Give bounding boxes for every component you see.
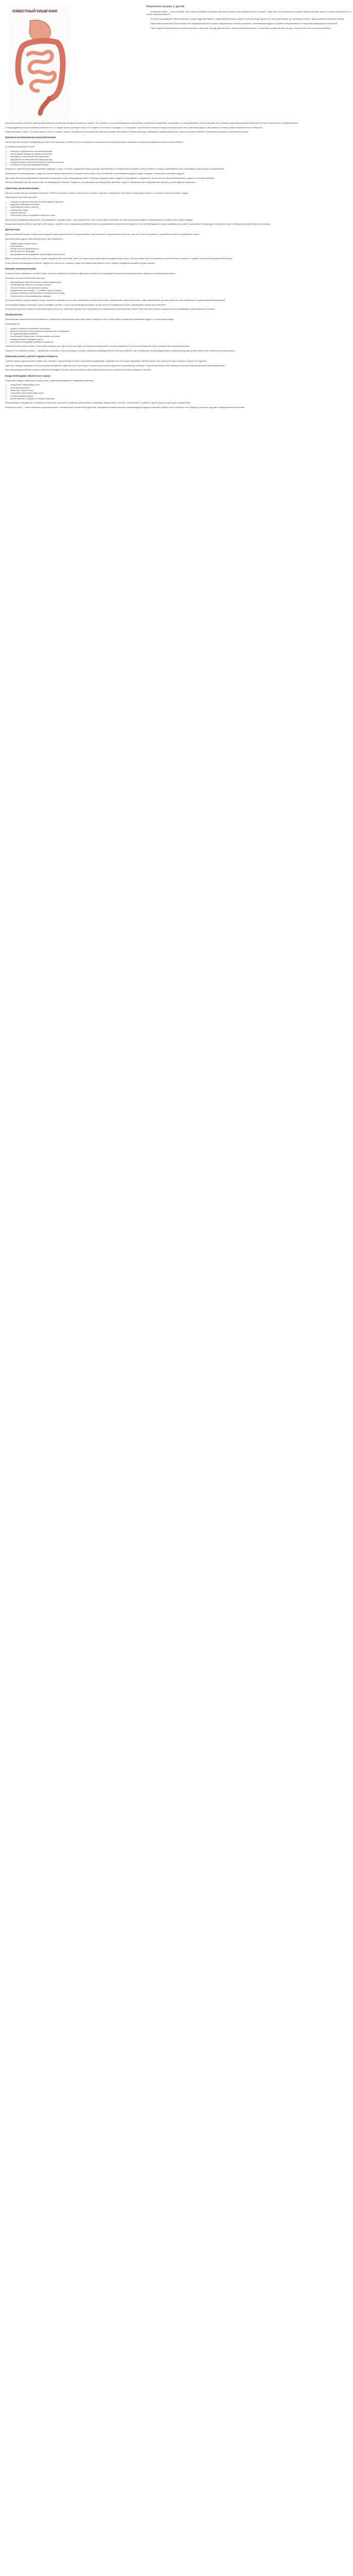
- bullet-item: • громкий, продолжительный плач без видимой причины;: [10, 200, 348, 203]
- bullet-item: • тёплая пелёнка, приложенная к животу;: [10, 286, 348, 289]
- bullet-item: • общий анализ крови и мочи;: [10, 242, 348, 245]
- bullet-item: • многократная рвота;: [10, 386, 348, 389]
- bullet-item: • облегчение после отхождения газов или стула.: [10, 214, 348, 216]
- bullet-item: • перекорм и слишком частые кормления;: [10, 155, 348, 158]
- body-paragraph: Приступ колики обычно начинается внезапно. Ребёнок начинает громко и пронзительно плакать, краснеет, напрягается. Плач может продолжаться долго, и успокоить малыша бывает трудно.: [5, 191, 189, 194]
- article-body: [5, 122, 348, 410]
- body-paragraph: Питание кормящей матери также влияет на пищеварение малыша. Продукты, усиливающие газообразование (бобовые, капуста, свежая выпечка, газированные напитки), рекомендуется ограничить.: [5, 181, 197, 184]
- body-paragraph: Своевременное обращение к специалисту позволяет исключить серьёзные заболевания и подобрать эффективное лечение. Самолечение, особенно у детей первого года жизни, недопустимо.: [5, 401, 191, 404]
- body-paragraph: Родителям важно знать, что колика сама по себе не опасна, однако частый плач и беспокойство ребёнка утомляют всю семью. Правильный уход, соблюдение режима кормления и простые приёмы помогают значительно уменьшить проявления колики.: [5, 130, 249, 133]
- body-paragraph: Для исключения других заболеваний могут быть назначены:: [5, 237, 63, 240]
- bullet-item: • анализ кала на дисбактериоз;: [10, 247, 348, 250]
- body-paragraph: Родителям следует обратиться к врачу, если у ребёнка наблюдаются следующие симптомы:: [5, 379, 94, 382]
- body-paragraph: Точная причина колики у младенцев до конца не установлена. Считается, что она связана с сочетанием нескольких факторов, влияющих на работу пищеварительной системы ребёнка.: [5, 141, 183, 144]
- body-paragraph: Если причиной колики является лактазная недостаточность, назначают ферментные препараты или специальные низколактозные смеси. При аллергии на белок коровьего молока подбирают гипоаллергенное питание.: [5, 308, 216, 311]
- intro-paragraph: Причинами колики могут быть незрелость пищеварительной системы, неправильная техника кормления, заглатывание воздуха, пищевая непереносимость и нарушения микрофлоры кишечника.: [150, 22, 338, 25]
- article-section: [5, 122, 348, 133]
- bullet-item: • выкладывание ребёнка на живот перед кормлением;: [10, 281, 348, 283]
- page-title: Кишечная колика у детей: [146, 5, 184, 8]
- article-section: [5, 267, 348, 297]
- bullet-item: • ультразвуковое исследование органов брюшной полости.: [10, 253, 348, 256]
- body-paragraph: Диагноз кишечной колики ставится на основании характерных жалоб и осмотра ребёнка. Врач выясняет, когда начались приступы, как часто они повторяются, как ребёнок питается и прибавляет в весе.: [5, 233, 200, 236]
- article-section: [5, 375, 348, 400]
- article-section: [5, 355, 348, 371]
- bullet-item: • использовать бутылочки с антиколиковой системой;: [10, 335, 348, 337]
- body-paragraph: Для колики у младенцев характерно так называемое «правило трёх»: плач длится более трёх часов в день, возникает не реже трёх дней в неделю и продолжается не менее трёх недель подряд.: [5, 218, 193, 221]
- bullet-item: • резкая вялость и бледность кожных покровов.: [10, 397, 348, 400]
- body-paragraph: При повторяющихся болях в животе ребёнка необходимо показать гастроэнтерологу для выявления причины и назначения соответствующего лечения.: [5, 368, 152, 371]
- bullet-item: • упражнение «велосипед» — сгибание ножек к животу;: [10, 289, 348, 292]
- bullet-item: • покраснение лица;: [10, 209, 348, 211]
- body-paragraph: Профилактика кишечной колики начинается с правильной организации кормления. Важно следить за тем, чтобы ребёнок правильно захватывал грудь и не заглатывал воздух.: [5, 318, 174, 321]
- bullet-item: • особенности питания кормящей матери.: [10, 163, 348, 166]
- body-paragraph: При искусственном вскармливании причиной колики может стать неподходящая смесь. Переход на другую смесь следует согласовывать с педиатром, так как частая смена питания может ухудшить состояние ребёнка.: [5, 176, 215, 179]
- article-section: [5, 136, 348, 166]
- bullet-list: [5, 281, 348, 297]
- body-paragraph: Между приступами ребёнок чувствует себя хорошо, активно сосёт, нормально прибавляет в весе и развивается соответственно возрасту. Если же наблюдаются плохая прибавка веса, рвота, повышение температуры или кровь в стуле, необходимо срочно обратиться к врачу.: [5, 223, 271, 226]
- article-section: [5, 257, 348, 264]
- bullet-item: • нарушение состава кишечной микрофлоры;: [10, 158, 348, 161]
- body-paragraph: Если приступ сопровождается рвотой, бледностью, вялостью, отказом от еды или появлением крови в стуле, следует немедленно вызвать скорую помощь.: [5, 261, 156, 264]
- article-section: [5, 187, 348, 217]
- article-section: [5, 228, 348, 256]
- section-heading: Симптомы кишечной колики: [5, 187, 39, 190]
- article-section: [5, 313, 348, 343]
- bullet-list: [5, 242, 348, 256]
- section-heading: Лечение кишечной колики: [5, 267, 36, 270]
- body-paragraph: Из лекарственных средств педиатр может назначить препараты на основе симетикона, которые уменьшают образование газов в кишечнике. Также применяются детские укропные чаи и пробиотики, нормализующие микрофлору.: [5, 298, 226, 301]
- bullet-item: • кровь или слизь в стуле;: [10, 389, 348, 392]
- bullet-list: [5, 150, 348, 166]
- bullet-item: • ношение ребёнка в вертикальном положении после еды;: [10, 292, 348, 294]
- body-paragraph: Незрелость нервной регуляции кишечника приводит к тому, что волна сокращений мышц проходит неравномерно. В результате возникают участки спазма, в которых скапливаются газы, растягивая стенку кишки и вызывая боль.: [5, 167, 225, 171]
- article-section: [5, 218, 348, 226]
- body-paragraph: Газоотводную трубку используют только в крайних случаях и строго по рекомендации врача, так как частое её применение может травмировать слизистую кишечника.: [5, 303, 166, 306]
- bullet-item: • непереносимость лактозы или белка коровьего молока;: [10, 161, 348, 163]
- bullet-item: • незрелость ферментных систем кишечника;: [10, 150, 348, 152]
- body-paragraph: Рекомендуется:: [5, 323, 21, 325]
- body-paragraph: Кишечная колика относится к функциональным расстройствам желудочно-кишечного тракта. Это означает, что при обследовании органических изменений в кишечнике, как правило, не обнаруживается. Боль возникает из-за спазма гладкой мускулатуры кишечной стенки и повышенного газообразования.: [5, 122, 298, 124]
- section-heading: Когда необходимо обратиться к врачу: [5, 374, 51, 377]
- intro-block: [146, 10, 351, 31]
- section-heading: Кишечная колика у детей старшего возраста: [5, 355, 58, 358]
- bullet-item: • плохая прибавка в весе;: [10, 395, 348, 397]
- body-paragraph: Характерные признаки приступа:: [5, 196, 37, 199]
- illustration-label: ИЗВЕСТНЫЙ КИШЕЧНИК: [12, 10, 58, 13]
- bullet-item: • кормящей маме соблюдать диету;: [10, 338, 348, 341]
- bullet-list: [5, 383, 348, 400]
- intestine-illustration: [9, 5, 70, 117]
- article-section: [5, 345, 348, 352]
- bullet-item: • повышение температуры тела;: [10, 383, 348, 386]
- body-paragraph: Кишечная колика — частое явление в детском возрасте. Внимательное отношение родителей, соблюдение режима питания и рекомендаций педиатра помогают ребёнку легче пережить этот период и сохранить здоровье пищеварительной системы.: [5, 405, 245, 409]
- article-section: [5, 401, 348, 409]
- body-paragraph: Важно отличать кишечную колику от острых хирургических состояний, таких как инвагинация кишечника или ущемлённая грыжа. Эти состояния также проявляются сильной болью и плачем, но требуют экстренной медицинской помощи.: [5, 257, 233, 260]
- bullet-item: • лёгкий массаж живота по часовой стрелке;: [10, 283, 348, 286]
- bullet-item: • вздутый и напряжённый живот;: [10, 203, 348, 206]
- bullet-item: • регулярно выкладывать ребёнка на животик.: [10, 341, 348, 343]
- body-paragraph: К основным причинам относят:: [5, 145, 35, 148]
- body-paragraph: Приступы нередко возникают после употребления жирной, жареной или острой пищи, большого количества сладостей и газированных напитков. Также колика может быть вызвана стрессом и эмоциональным перенапряжением.: [5, 364, 225, 367]
- body-paragraph: Лечение колики направлено на облегчение состояния ребёнка и устранение факторов, которые её провоцируют. Большинство методов можно применять в домашних условиях.: [5, 272, 176, 275]
- body-paragraph: У новорождённых колики появляются обычно на 2–3 неделе жизни, достигают пика к 6–8 неделе и постепенно проходят к 3–4 месяцам. У детей более старшего возраста колика может быть симптомом других заболеваний, поэтому требует внимательного отношения.: [5, 126, 263, 129]
- bullet-item: • кормить ребёнка в спокойной обстановке;: [10, 327, 348, 330]
- intro-paragraph: Кишечная колика — это состояние, при котором у ребёнка возникают приступы резкой схваткообразной боли в животе. Чаще всего она проявляется у детей первых месяцев жизни, но может встречаться и в более старшем возрасте.: [146, 10, 351, 16]
- bullet-item: • отсутствие стула более двух суток;: [10, 392, 348, 394]
- section-heading: Диагностика: [5, 228, 20, 231]
- bullet-list: [5, 200, 348, 217]
- section-heading: Причины возникновения кишечной колики: [5, 136, 56, 139]
- bullet-item: • тёплая ванна с успокаивающими травами.: [10, 295, 348, 297]
- section-heading: Профилактика: [5, 313, 23, 316]
- bullet-item: • заглатывание воздуха во время кормления;: [10, 152, 348, 155]
- bullet-item: • анализ кала на углеводы;: [10, 250, 348, 252]
- article-section: [5, 299, 348, 310]
- article-section: [5, 167, 348, 183]
- bullet-item: • держать малыша после кормления вертикально «столбиком»;: [10, 330, 348, 332]
- body-paragraph: У детей старше года кишечная колика часто связана с нарушениями питания, кишечными инфекциями, запорами или глистными инвазиями. Ребёнок может сам указать на боль в животе и описать её характер.: [5, 360, 208, 363]
- body-paragraph: Спокойная обстановка в семье также играет важную роль. Дети чутко реагируют на настроение родителей, поэтому тревожность и усталость взрослых могут усиливать беспокойство малыша.: [5, 345, 190, 348]
- intro-paragraph: Ниже подробно рассмотрены основные причины, симптомы, методы диагностики и лечения кишечной колики, а также меры профилактики, которые помогут облегчить состояние ребёнка.: [150, 26, 331, 29]
- bullet-list: [5, 327, 348, 344]
- intro-paragraph: Колика сопровождается беспокойством, плачем, вздутием живота, подтягиванием ножек к животу. Приступ может длиться от нескольких минут до нескольких часов и чаще возникает в вечернее время.: [150, 18, 345, 21]
- article-header: [5, 3, 351, 121]
- bullet-item: • подтягивание ножек к животу;: [10, 206, 348, 208]
- body-paragraph: Помните, что кишечная колика — временное состояние, которое проходит по мере созревания пищеварительной системы ребёнка. При соблюдении рекомендаций врача и правильном уходе проявления колики значительно уменьшаются.: [5, 349, 236, 352]
- body-paragraph: Неправильное прикладывание к груди или использование бутылочки с большим отверстием соски способствует заглатыванию воздуха. Воздух попадает в кишечник и усиливает вздутие.: [5, 172, 185, 175]
- bullet-item: • не перекармливать ребёнка;: [10, 332, 348, 335]
- bullet-item: • сжатые кулачки;: [10, 211, 348, 214]
- body-paragraph: Основные способы облегчения приступа:: [5, 276, 45, 279]
- bullet-item: • копрограмма;: [10, 245, 348, 247]
